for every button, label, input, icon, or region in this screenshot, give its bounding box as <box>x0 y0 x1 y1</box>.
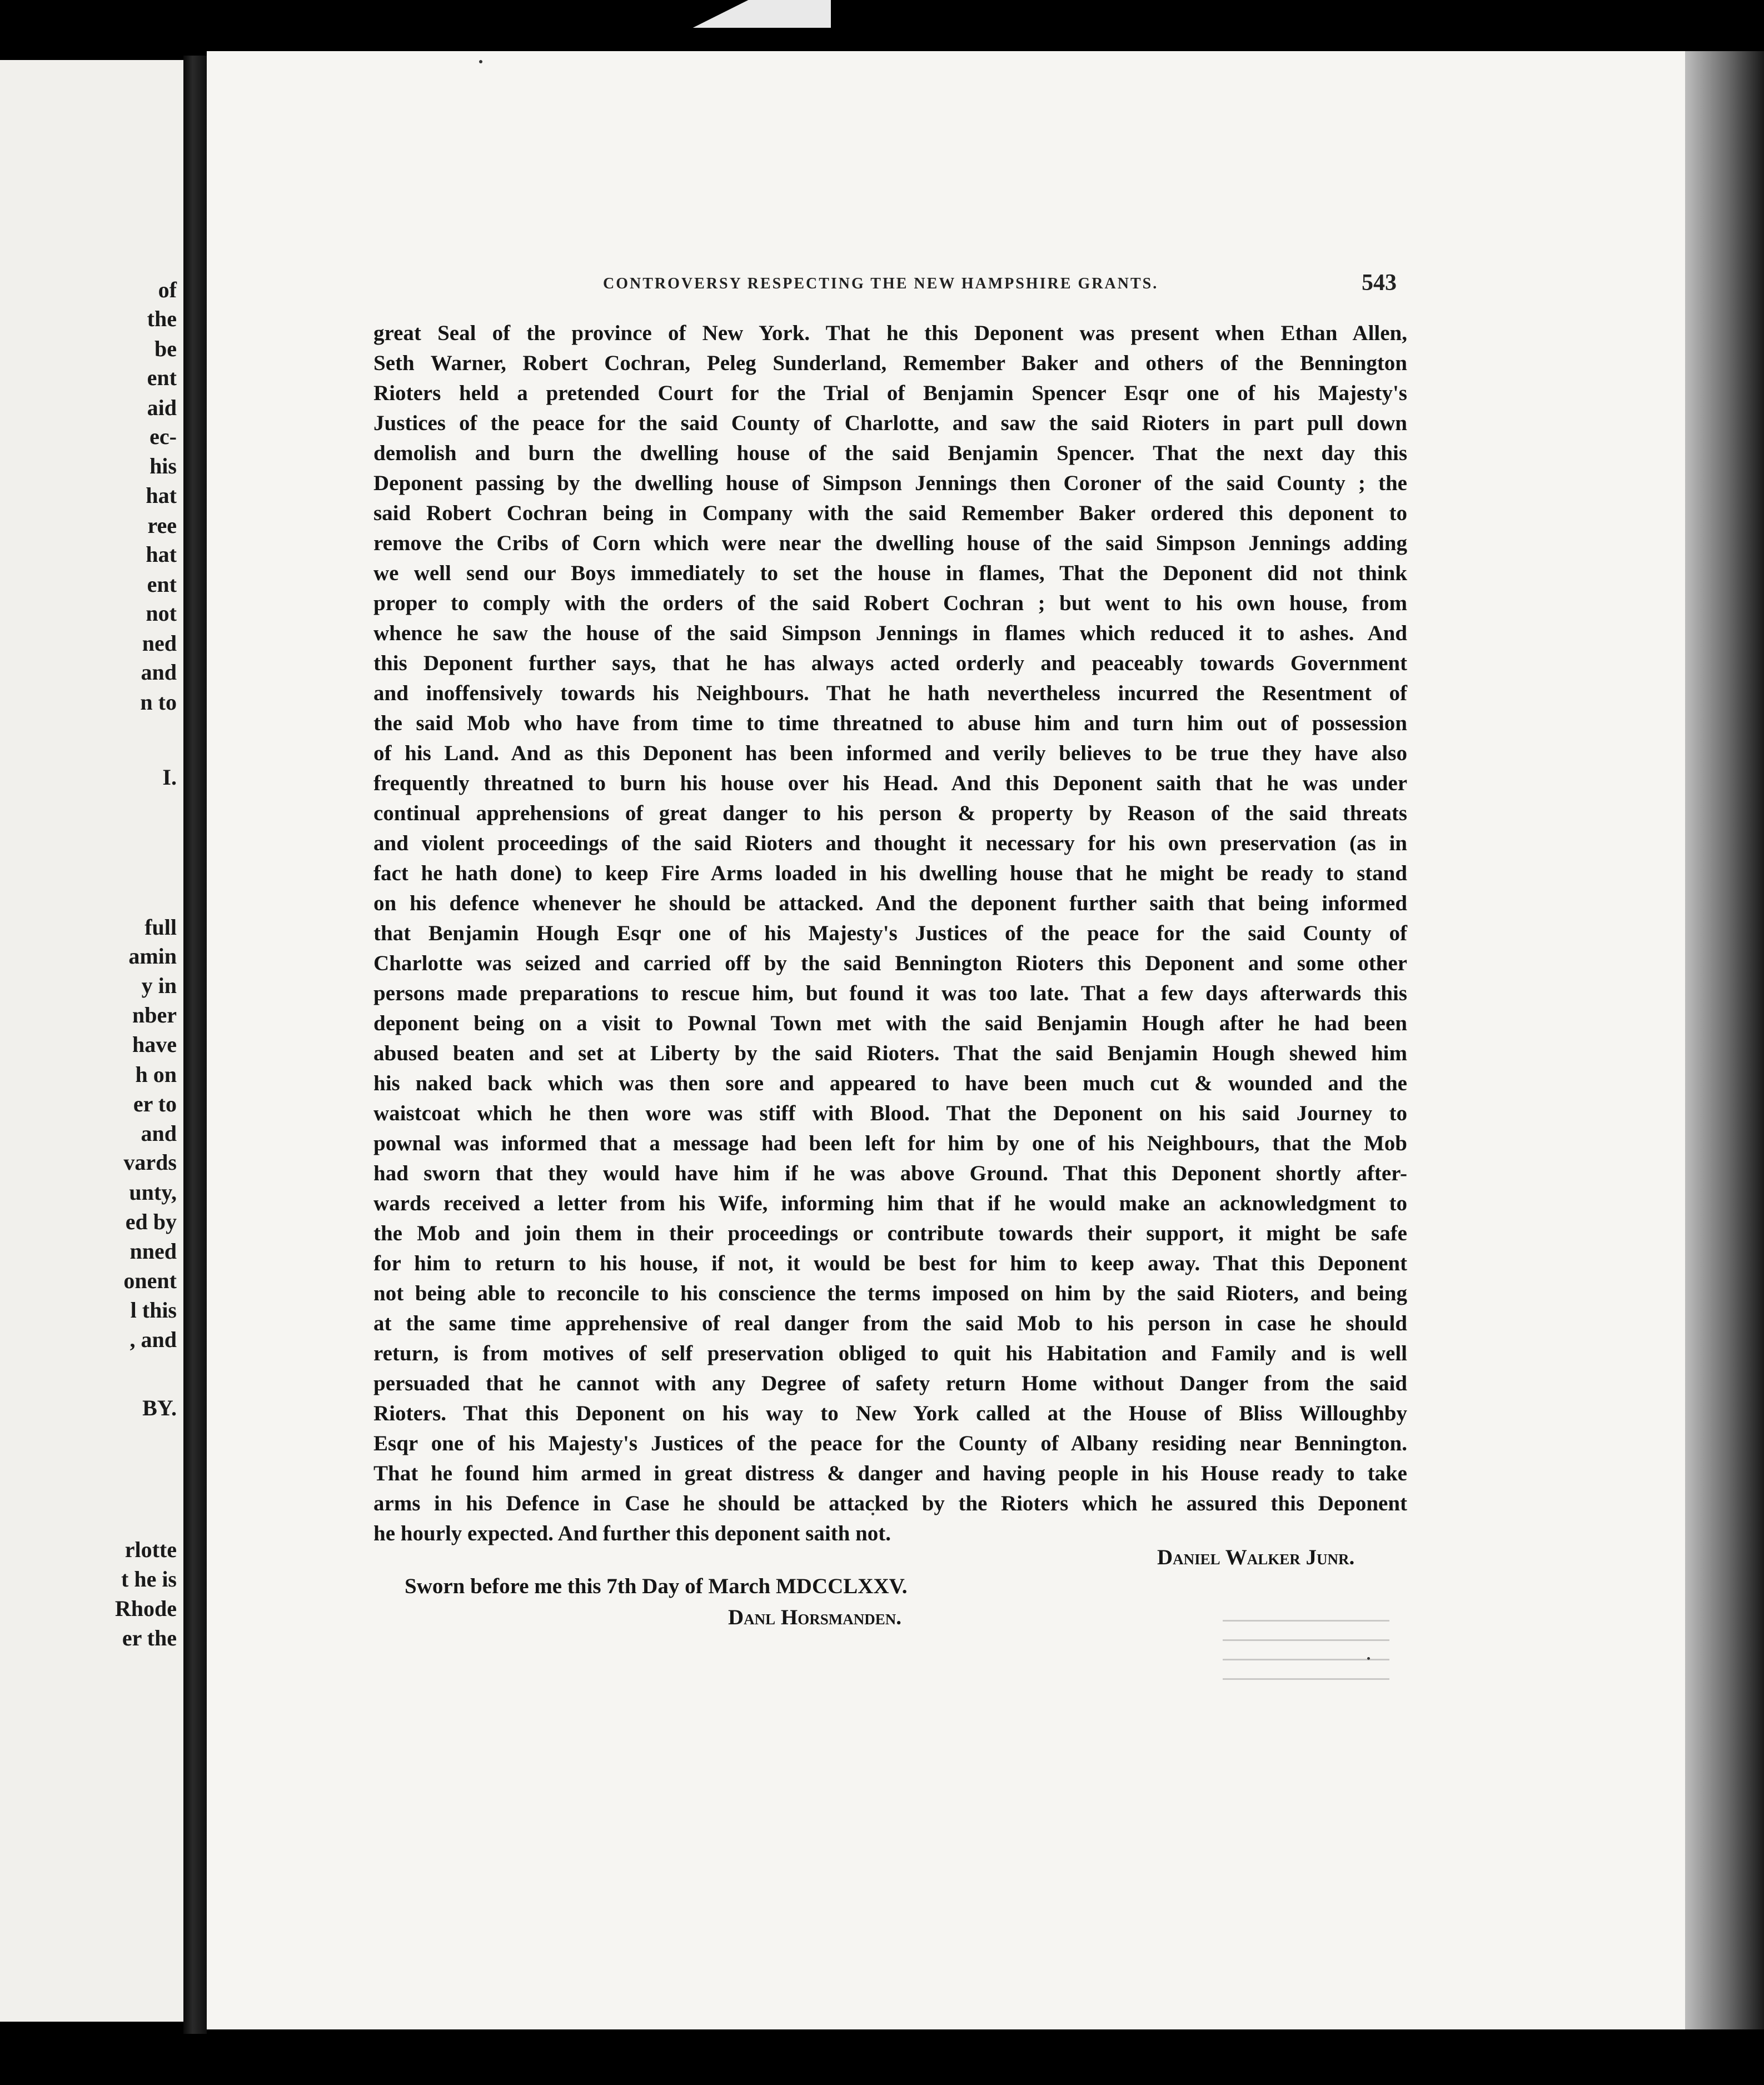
body-line: Rioters held a pretended Court for the Trial of Benjamin Spencer Esqr one of his Majesty's <box>373 381 1407 405</box>
body-line: Deponent passing by the dwelling house of Simpson Jennings then Coroner of the said County ; the <box>373 471 1407 495</box>
body-line: for him to return to his house, if not, it would be best for him to keep away. That this Deponent <box>373 1251 1407 1275</box>
magistrate-signature: Danl Horsmanden. <box>728 1605 902 1629</box>
left-page-fragment: ent <box>147 572 177 597</box>
left-page-fragment: hat <box>146 483 177 508</box>
left-page-fragment: rlotte <box>124 1537 177 1562</box>
body-line: his naked back which was then sore and appeared to have been much cut & wounded and the <box>373 1071 1407 1095</box>
left-page-fragment: er the <box>122 1625 177 1650</box>
body-line: arms in his Defence in Case he should be attacked by the Rioters which he assured this Deponent <box>373 1492 1407 1515</box>
left-page-fragment: y in <box>141 973 177 998</box>
body-line: frequently threatned to burn his house over his Head. And this Deponent saith that he was under <box>373 771 1407 795</box>
body-line: we well send our Boys immediately to set the house in flames, That the Deponent did not think <box>373 561 1407 585</box>
body-line: abused beaten and set at Liberty by the said Rioters. That the said Benjamin Hough shewed him <box>373 1041 1407 1065</box>
body-line: fact he hath done) to keep Fire Arms loaded in his dwelling house that he might be ready to stand <box>373 861 1407 885</box>
body-line: on his defence whenever he should be attacked. And the deponent further saith that being informed <box>373 891 1407 915</box>
left-page-fragment: his <box>150 453 177 478</box>
body-line: this Deponent further says, that he has always acted orderly and peaceably towards Government <box>373 651 1407 675</box>
left-page-fragment: BY. <box>142 1395 177 1420</box>
body-line: at the same time apprehensive of real danger from the said Mob to his person in case he should <box>373 1311 1407 1335</box>
left-page-fragment: , and <box>129 1327 177 1352</box>
speck <box>479 60 482 63</box>
deposition-text <box>373 318 1407 1549</box>
left-page-fragment: and <box>141 1121 177 1146</box>
body-line: pownal was informed that a message had been left for him by one of his Neighbours, that the Mob <box>373 1131 1407 1155</box>
left-page-fragment: have <box>132 1032 177 1057</box>
deponent-signature: Daniel Walker Junr. <box>1157 1545 1355 1569</box>
body-line: Charlotte was seized and carried off by the said Bennington Rioters this Deponent and some other <box>373 951 1407 975</box>
left-page-fragment: ree <box>147 513 177 538</box>
running-head: CONTROVERSY RESPECTING THE NEW HAMPSHIRE GRANTS. <box>603 275 1159 292</box>
body-line: the Mob and join them in their proceedings or contribute towards their support, it might be safe <box>373 1221 1407 1245</box>
body-line: waistcoat which he then wore was stiff with Blood. That the Deponent on his said Journey to <box>373 1101 1407 1125</box>
bleed-through-lines <box>1223 1620 1389 1698</box>
left-page-fragment: of <box>158 277 177 302</box>
body-line: Rioters. That this Deponent on his way to New York called at the House of Bliss Willoughby <box>373 1401 1407 1425</box>
left-page-fragment: aid <box>147 395 177 420</box>
left-page-fragment: full <box>144 915 177 940</box>
left-page-fragment: nber <box>132 1002 177 1027</box>
left-page-fragment: unty, <box>129 1180 177 1205</box>
body-line: wards received a letter from his Wife, informing him that if he would make an acknowledgment to <box>373 1191 1407 1215</box>
body-line: Justices of the peace for the said County of Charlotte, and saw the said Rioters in part pull down <box>373 411 1407 435</box>
body-line: That he found him armed in great distress & danger and having people in his House ready to take <box>373 1462 1407 1485</box>
left-page-fragment: not <box>146 601 177 626</box>
left-page-fragment: er to <box>133 1091 177 1116</box>
body-line: that Benjamin Hough Esqr one of his Majesty's Justices of the peace for the said County of <box>373 921 1407 945</box>
body-line: proper to comply with the orders of the said Robert Cochran ; but went to his own house, from <box>373 591 1407 615</box>
body-line: whence he saw the house of the said Simpson Jennings in flames which reduced it to ashes. And <box>373 621 1407 645</box>
body-line: great Seal of the province of New York. That he this Deponent was present when Ethan Allen, <box>373 321 1407 345</box>
body-line: persuaded that he cannot with any Degree of safety return Home without Danger from the said <box>373 1371 1407 1395</box>
gutter-shadow <box>183 56 207 2034</box>
body-line: not being able to reconcile to his conscience the terms imposed on him by the said Rioters, and being <box>373 1281 1407 1305</box>
sworn-line: Sworn before me this 7th Day of March MDCCLXXV. <box>405 1574 908 1598</box>
left-page-fragment: onent <box>123 1268 177 1293</box>
left-page-fragment: n to <box>140 690 177 715</box>
body-line: return, is from motives of self preservation obliged to quit his Habitation and Family and is well <box>373 1341 1407 1365</box>
left-page-fragment: ec- <box>150 424 177 449</box>
body-line: said Robert Cochran being in Company with the said Remember Baker ordered this deponent to <box>373 501 1407 525</box>
body-line: demolish and burn the dwelling house of the said Benjamin Spencer. That the next day this <box>373 441 1407 465</box>
body-line: and inoffensively towards his Neighbours. That he hath nevertheless incurred the Resentment of <box>373 681 1407 705</box>
body-line: and violent proceedings of the said Rioters and thought it necessary for his own preservation (as in <box>373 831 1407 855</box>
body-line: he hourly expected. And further this deponent saith not. <box>373 1522 891 1545</box>
left-page-fragment: t he is <box>121 1567 177 1592</box>
left-page-fragment: ed by <box>125 1209 177 1234</box>
left-page-fragment: ent <box>147 365 177 390</box>
body-line: persons made preparations to rescue him, but found it was too late. That a few days afterwards this <box>373 981 1407 1005</box>
body-line: of his Land. And as this Deponent has been informed and verily believes to be true they have also <box>373 741 1407 765</box>
left-page-fragment: nned <box>129 1239 177 1264</box>
left-page-fragment: ned <box>142 631 177 656</box>
left-page-fragment: and <box>141 660 177 685</box>
page-number: 543 <box>1362 270 1397 296</box>
page-edge <box>1685 51 1764 2029</box>
left-page-fragment: be <box>155 336 177 361</box>
left-page-fragment: I. <box>162 765 177 790</box>
top-edge-fragment <box>681 0 831 28</box>
body-line: remove the Cribs of Corn which were near the dwelling house of the said Simpson Jennings adding <box>373 531 1407 555</box>
body-line: the said Mob who have from time to time threatned to abuse him and turn him out of possession <box>373 711 1407 735</box>
left-page <box>0 60 183 2022</box>
left-page-fragment: Rhode <box>114 1596 177 1621</box>
left-page-fragment: h on <box>135 1062 177 1087</box>
left-page-fragment: hat <box>146 542 177 567</box>
body-line: deponent being on a visit to Pownal Town met with the said Benjamin Hough after he had been <box>373 1011 1407 1035</box>
body-line: had sworn that they would have him if he was above Ground. That this Deponent shortly after- <box>373 1161 1407 1185</box>
left-page-fragment: l this <box>130 1298 177 1323</box>
body-line: Esqr one of his Majesty's Justices of the peace for the County of Albany residing near Bennington. <box>373 1431 1407 1455</box>
body-line: continual apprehensions of great danger to his person & property by Reason of the said threats <box>373 801 1407 825</box>
left-page-fragment: the <box>147 306 177 331</box>
left-page-fragment: amin <box>128 944 177 969</box>
body-line: Seth Warner, Robert Cochran, Peleg Sunderland, Remember Baker and others of the Bennington <box>373 351 1407 375</box>
left-page-fragment: vards <box>123 1150 177 1175</box>
